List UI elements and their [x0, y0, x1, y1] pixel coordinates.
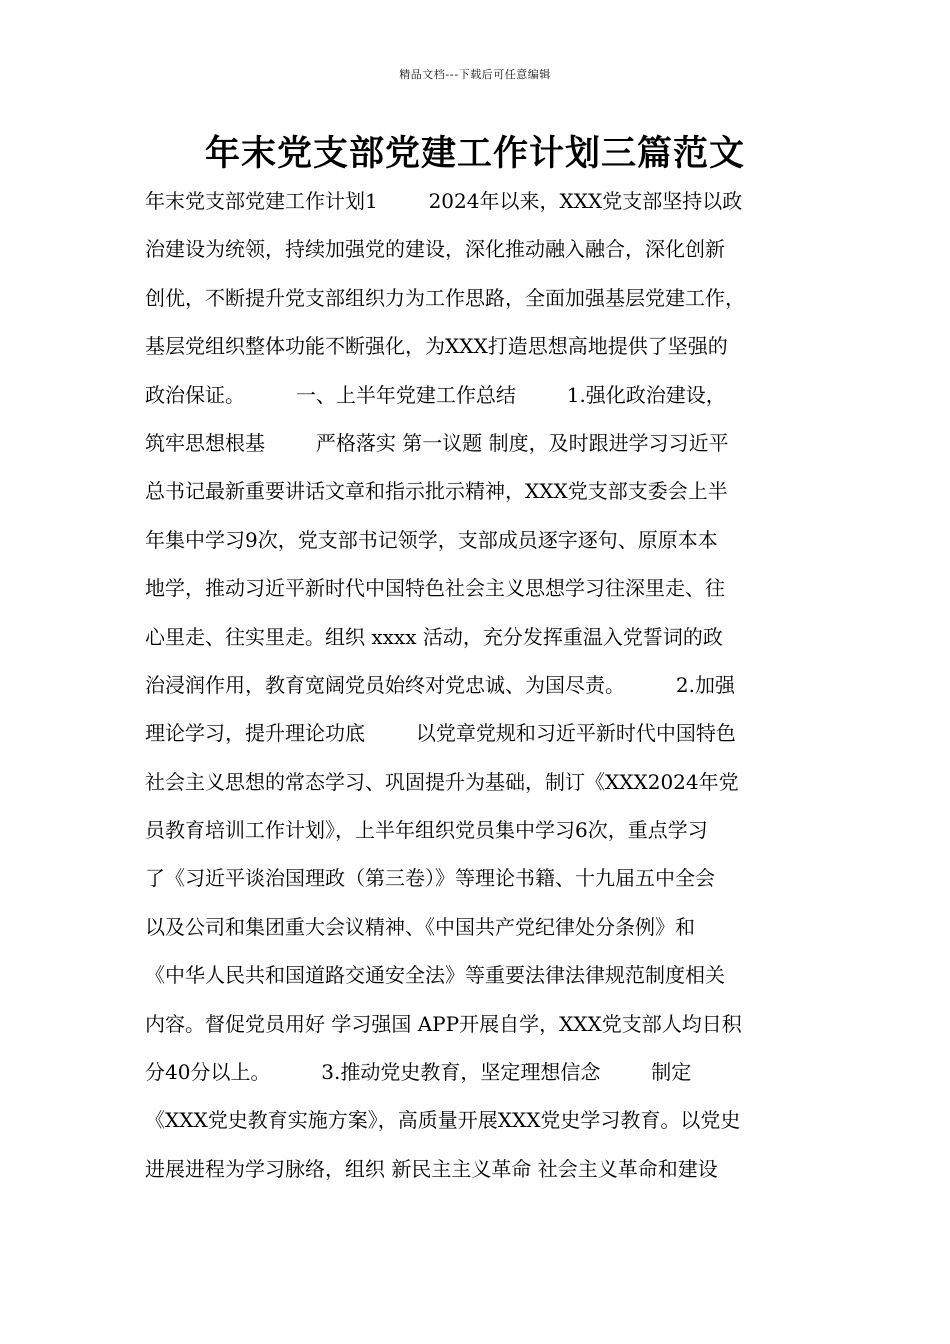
body-line: 地学，推动习近平新时代中国特色社会主义思想学习往深里走、往: [145, 576, 725, 601]
document-body: [145, 177, 815, 1193]
body-line: 年末党支部党建工作计划1 2024年以来，XXX党支部坚持以政: [145, 189, 743, 213]
body-line: 员教育培训工作计划》，上半年组织党员集中学习6次，重点学习: [145, 818, 708, 843]
document-title: 年末党支部党建工作计划三篇范文: [204, 134, 745, 174]
body-line: 《XXX党史教育实施方案》，高质量开展XXX党史学习教育。以党史: [145, 1108, 741, 1133]
body-line: 总书记最新重要讲话文章和指示批示精神，XXX党支部支委会上半: [145, 479, 728, 504]
body-line: 了《习近平谈治国理政（第三卷）》等理论书籍、十九届五中全会: [145, 866, 715, 891]
body-line: 《中华人民共和国道路交通安全法》等重要法律法律规范制度相关: [145, 963, 725, 988]
body-line: 创优，不断提升党支部组织力为工作思路，全面加强基层党建工作，: [145, 285, 745, 310]
body-line: 以及公司和集团重大会议精神、《中国共产党纪律处分条例》和: [145, 914, 695, 939]
body-line: 治建设为统领，持续加强党的建设，深化推动融入融合，深化创新: [145, 237, 725, 262]
body-line: 社会主义思想的常态学习、巩固提升为基础，制订《XXX2024年党: [145, 769, 739, 794]
body-line: 内容。督促党员用好 学习强国 APP开展自学，XXX党支部人均日积: [145, 1011, 742, 1036]
body-line: 理论学习，提升理论功底 以党章党规和习近平新时代中国特色: [145, 721, 736, 746]
page-header: 精品文档---下载后可任意编辑: [399, 68, 551, 81]
body-line: 筑牢思想根基 严格落实 第一议题 制度，及时跟进学习习近平: [145, 430, 729, 455]
body-line: 分40分以上。 3.推动党史教育，坚定理想信念 制定: [145, 1060, 692, 1085]
body-line: 心里走、往实里走。组织 xxxx 活动，充分发挥重温入党誓词的政: [145, 624, 723, 649]
body-line: 治浸润作用，教育宽阔党员始终对党忠诚、为国尽责。 2.加强: [145, 672, 735, 697]
body-line: 基层党组织整体功能不断强化，为XXX打造思想高地提供了坚强的: [145, 334, 728, 359]
body-line: 进展进程为学习脉络，组织 新民主主义革命 社会主义革命和建设: [145, 1156, 718, 1181]
body-line: 政治保证。 一、上半年党建工作总结 1.强化政治建设，: [145, 382, 726, 407]
body-line: 年集中学习9次，党支部书记领学，支部成员逐字逐句、原原本本: [145, 527, 718, 552]
